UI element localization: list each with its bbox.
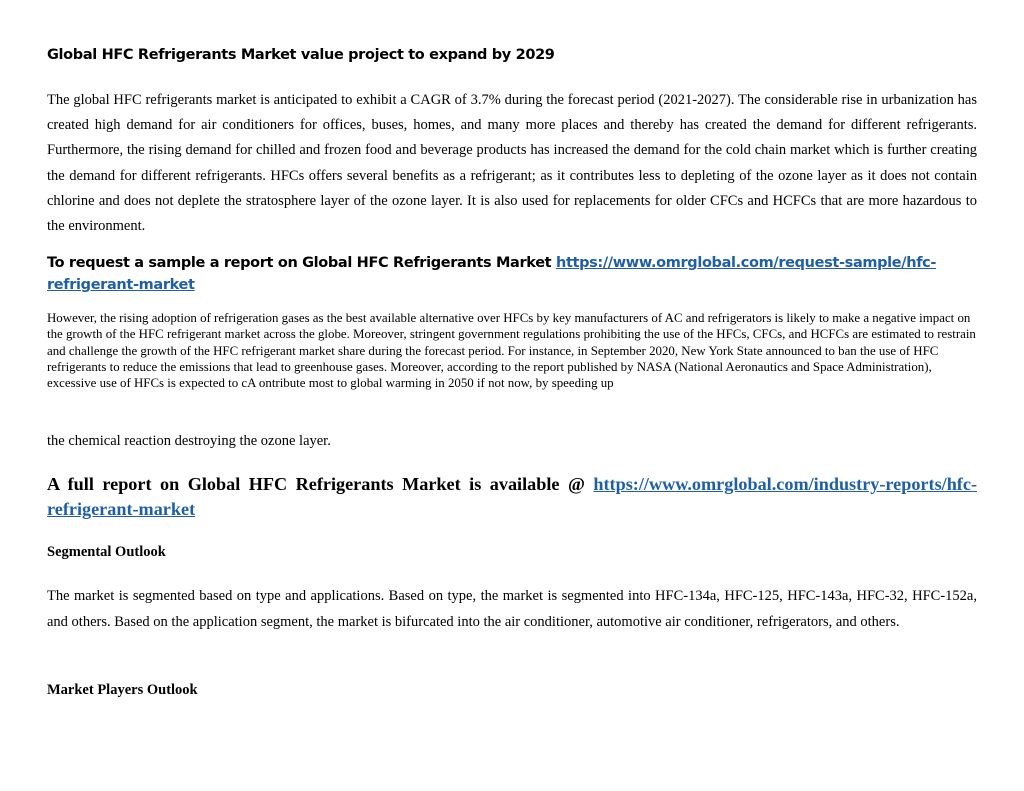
request-sample-text: To request a sample a report on Global HFC Refrigerants Market <box>47 255 556 271</box>
market-players-heading: Market Players Outlook <box>47 682 198 698</box>
request-sample-line <box>47 252 977 296</box>
full-report-text: A full report on Global HFC Refrigerants Market is available @ <box>47 474 594 494</box>
segmental-outlook-heading: Segmental Outlook <box>47 544 166 560</box>
restraints-paragraph-continued: the chemical reaction destroying the ozone layer. <box>47 433 331 449</box>
document-title: Global HFC Refrigerants Market value project to expand by 2029 <box>47 47 555 63</box>
request-sample-link[interactable]: https://www.omrglobal.com/request-sample/hfc-refrigerant-market <box>47 255 937 293</box>
full-report-link[interactable]: https://www.omrglobal.com/industry-reports/hfc-refrigerant-market <box>47 474 977 519</box>
intro-paragraph: The global HFC refrigerants market is anticipated to exhibit a CAGR of 3.7% during the forecast period (2021-2027). The considerable rise in urbanization has created high demand for air conditioners for offices, buses, homes, and many more places and thereby has created the demand for different refrigerants. Furthermore, the rising demand for chilled and frozen food and beverage products has increased the demand for the cold chain market which is further creating the demand for different refrigerants. HFCs offers several benefits as a refrigerant; as it contributes less to depleting of the ozone layer as it does not contain chlorine and does not deplete the stratosphere layer of the ozone layer. It is also used for replacements for older CFCs and HCFCs that are more hazardous to the environment. <box>47 92 977 235</box>
full-report-line <box>47 472 977 522</box>
segmentation-paragraph: The market is segmented based on type and applications. Based on type, the market is segmented into HFC-134a, HFC-125, HFC-143a, HFC-32, HFC-152a, and others. Based on the application segment, the market is bifurcated into the air conditioner, automotive air conditioner, refrigerators, and others. <box>47 588 977 630</box>
restraints-paragraph: However, the rising adoption of refrigeration gases as the best available alternative over HFCs by key manufacturers of AC and refrigerators is likely to make a negative impact on the growth of the HFC refrigerant market across the globe. Moreover, stringent government regulations prohibiting the use of the HFCs, CFCs, and HCFCs are estimated to restrain and challenge the growth of the HFC refrigerant market share during the forecast period. For instance, in September 2020, New York State announced to ban the use of HFC refrigerants to reduce the emissions that lead to greenhouse gases. Moreover, according to the report published by NASA (National Aeronautics and Space Administration), excessive use of HFCs is expected to cA ontribute most to global warming in 2050 if not now, by speeding up <box>47 311 976 391</box>
